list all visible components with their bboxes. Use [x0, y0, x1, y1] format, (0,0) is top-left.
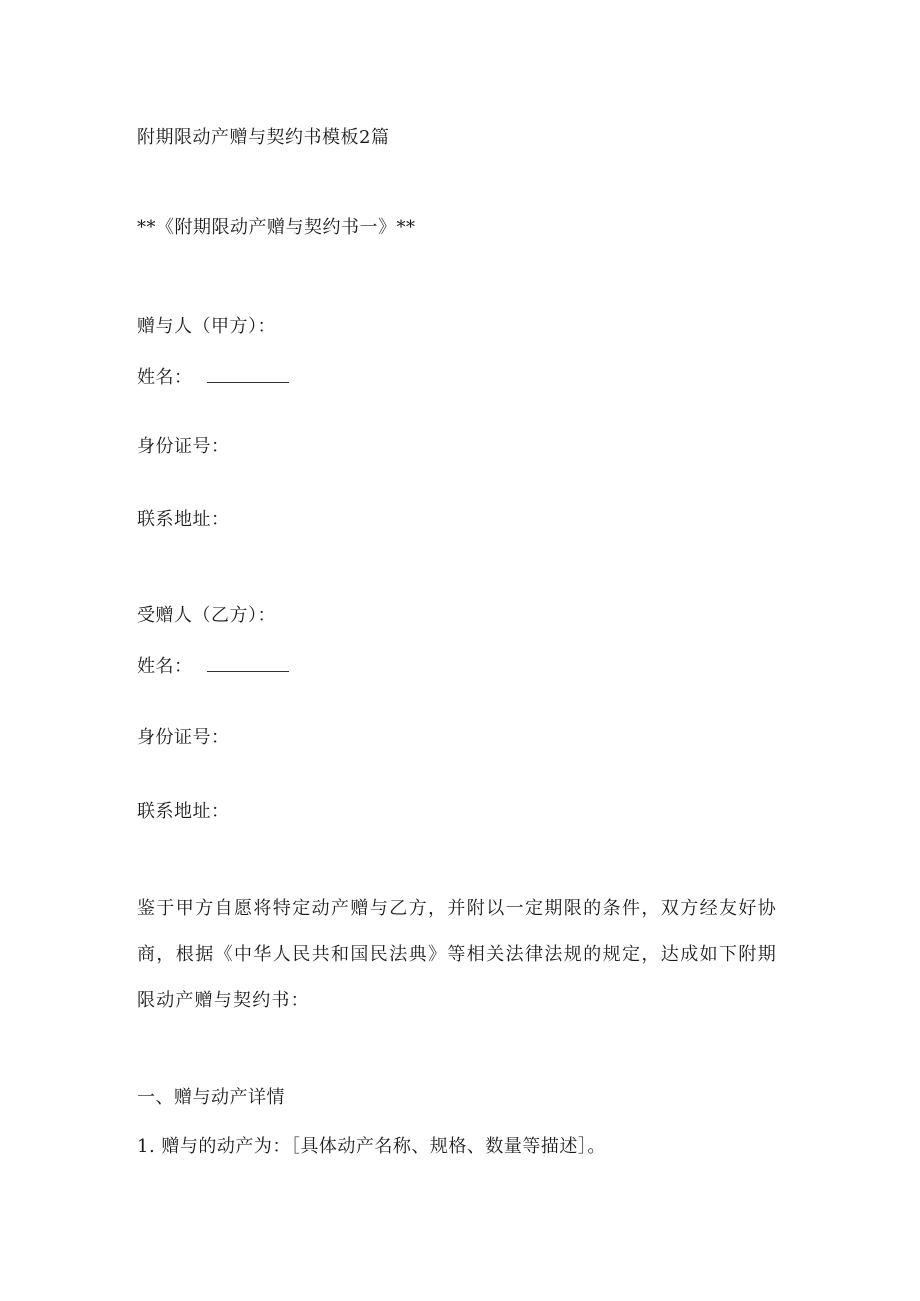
donee-id-label: 身份证号：: [137, 727, 230, 748]
donee-name-row: [137, 653, 289, 679]
donee-address-label: 联系地址：: [137, 801, 230, 822]
preamble-paragraph: 鉴于甲方自愿将特定动产赠与乙方，并附以一定期限的条件，双方经友好协商，根据《中华人民共和国民法典》等相关法律法规的规定，达成如下附期限动产赠与契约书：: [137, 898, 777, 1011]
contract-subtitle: **《附期限动产赠与契约书一》**: [137, 217, 416, 238]
donee-name-label: 姓名：: [137, 656, 193, 677]
donor-address-label: 联系地址：: [137, 509, 230, 530]
donor-heading: 赠与人（甲方）：: [137, 316, 276, 337]
section-heading: 一、赠与动产详情: [137, 1087, 285, 1108]
donee-heading: 受赠人（乙方）：: [137, 605, 276, 626]
document-title: 附期限动产赠与契约书模板2篇: [137, 127, 390, 148]
donor-id-label: 身份证号：: [137, 436, 230, 457]
donor-name-blank: [207, 364, 289, 383]
donee-name-blank: [207, 653, 289, 672]
donor-name-label: 姓名：: [137, 367, 193, 388]
clause-1: 1. 赠与的动产为：［具体动产名称、规格、数量等描述］。: [137, 1136, 606, 1157]
donor-name-row: [137, 364, 289, 390]
